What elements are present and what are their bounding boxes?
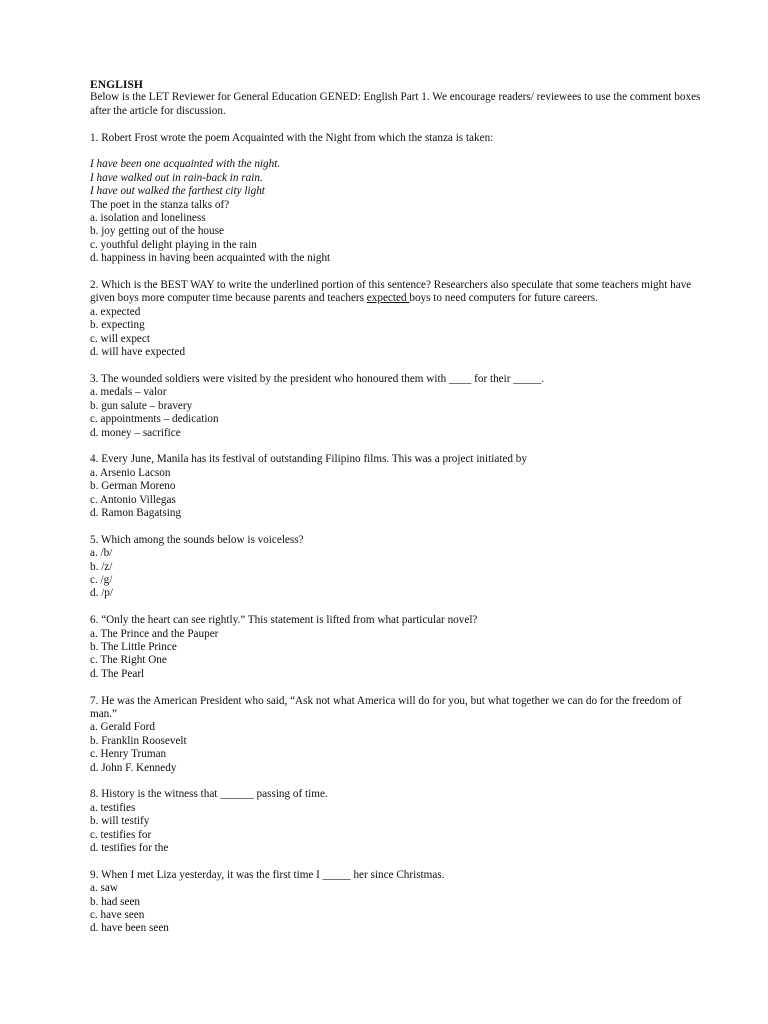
document-heading: ENGLISH [90, 78, 143, 91]
choice-a: a. expected [90, 305, 141, 318]
choice-b: b. gun salute – bravery [90, 399, 193, 412]
choice-d: d. happiness in having been acquainted with the night [90, 252, 331, 265]
question-stem: 7. He was the American President who said, “Ask not what America will do for you, but what together we can do for the freedom of man.” [90, 694, 682, 720]
question-stem: 9. When I met Liza yesterday, it was the first time I _____ her since Christmas. [90, 868, 445, 881]
question-3 [90, 373, 710, 440]
question-5 [90, 534, 710, 601]
question-2 [90, 279, 710, 359]
choice-a: a. testifies [90, 801, 136, 814]
choice-b: b. /z/ [90, 560, 113, 573]
question-stem: 3. The wounded soldiers were visited by the president who honoured them with ____ for their _____. [90, 372, 545, 385]
document-content [90, 78, 710, 936]
poem-line: I have walked out in rain-back in rain. [90, 171, 263, 184]
choice-b: b. had seen [90, 895, 141, 908]
stem-text: 2. Which is the BEST WAY to write the underlined portion of this sentence? Researchers also speculate that some teachers might have given boys more computer time because parents and teachers [90, 279, 692, 305]
choice-list [90, 721, 710, 775]
choice-a: a. medals – valor [90, 386, 167, 399]
choice-list [90, 386, 710, 440]
question-4 [90, 453, 710, 520]
choice-list [90, 547, 710, 601]
poem-line: I have out walked the farthest city light [90, 185, 265, 198]
choice-a: a. saw [90, 882, 118, 895]
choice-a: a. The Prince and the Pauper [90, 627, 219, 640]
choice-list [90, 802, 710, 856]
question-1 [90, 132, 710, 266]
intro-paragraph: Below is the LET Reviewer for General Education GENED: English Part 1. We encourage readers/ reviewees to use the comment boxes after the article for discussion. [90, 91, 701, 117]
choice-c: c. testifies for [90, 828, 152, 841]
question-stem: 5. Which among the sounds below is voiceless? [90, 533, 304, 546]
question-stem: 4. Every June, Manila has its festival of outstanding Filipino films. This was a project initiated by [90, 453, 527, 466]
question-6 [90, 614, 710, 681]
choice-c: c. Antonio Villegas [90, 493, 176, 506]
choice-d: d. have been seen [90, 922, 169, 935]
question-prompt: The poet in the stanza talks of? [90, 198, 230, 211]
choice-d: d. will have expected [90, 346, 186, 359]
choice-b: b. German Moreno [90, 480, 176, 493]
choice-c: c. will expect [90, 332, 150, 345]
choice-list [90, 628, 710, 682]
choice-c: c. /g/ [90, 573, 113, 586]
choice-d: d. testifies for the [90, 842, 169, 855]
choice-list [90, 467, 710, 521]
question-8 [90, 788, 710, 855]
question-7 [90, 695, 710, 775]
choice-list [90, 306, 710, 360]
choice-b: b. Franklin Roosevelt [90, 734, 187, 747]
choice-list [90, 212, 710, 266]
choice-d: d. /p/ [90, 587, 113, 600]
poem-line: I have been one acquainted with the night. [90, 158, 281, 171]
choice-a: a. isolation and loneliness [90, 212, 206, 225]
choice-b: b. will testify [90, 815, 150, 828]
question-stem: 8. History is the witness that ______ passing of time. [90, 788, 328, 801]
question-9 [90, 869, 710, 936]
choice-d: d. The Pearl [90, 667, 145, 680]
underlined-portion: expected [366, 292, 410, 305]
choice-b: b. expecting [90, 319, 145, 332]
choice-a: a. Gerald Ford [90, 721, 155, 734]
choice-a: a. Arsenio Lacson [90, 466, 171, 479]
choice-list [90, 882, 710, 936]
question-stem [90, 279, 710, 306]
question-stem: 6. “Only the heart can see rightly.” This statement is lifted from what particular novel? [90, 614, 478, 627]
choice-a: a. /b/ [90, 547, 113, 560]
choice-d: d. money – sacrifice [90, 426, 181, 439]
choice-b: b. The Little Prince [90, 640, 177, 653]
question-stem: 1. Robert Frost wrote the poem Acquainted with the Night from which the stanza is taken: [90, 131, 494, 144]
choice-c: c. The Right One [90, 654, 167, 667]
choice-d: d. Ramon Bagatsing [90, 506, 182, 519]
poem-stanza [90, 158, 710, 198]
choice-d: d. John F. Kennedy [90, 761, 177, 774]
stem-text: boys to need computers for future careers. [409, 292, 598, 305]
choice-c: c. youthful delight playing in the rain [90, 238, 257, 251]
choice-c: c. have seen [90, 909, 145, 922]
choice-b: b. joy getting out of the house [90, 225, 224, 238]
choice-c: c. Henry Truman [90, 748, 167, 761]
choice-c: c. appointments – dedication [90, 413, 219, 426]
